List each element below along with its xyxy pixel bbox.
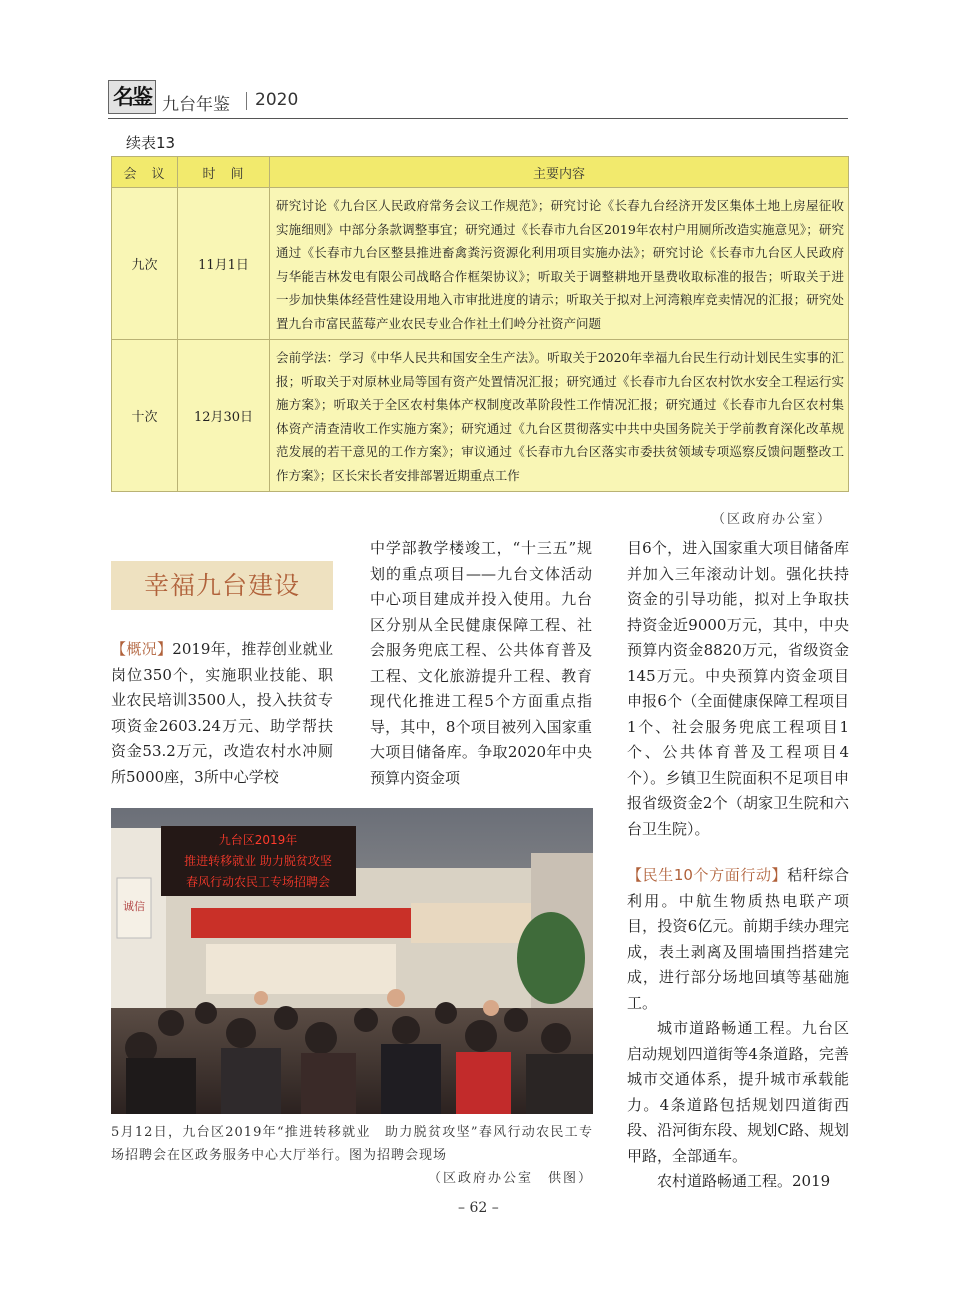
column-2 — [370, 536, 592, 791]
table-source: （区政府办公室） — [712, 512, 833, 527]
date-cell: 11月1日 — [178, 188, 270, 340]
column-3-paragraph: 目6个，进入国家重大项目储备库并加入三年滚动计划。强化扶持资金的引导功能，拟对上争取扶持资金近9000万元，其中，中央预算内资金8820万元，省级资金145万元。中央预算内资金项目申报6个（全面健康保障工程项目1个、社会服务兜底工程项目1个、公共体育普及工程项目4个）。乡镇卫生院面积不足项目申报省级资金2个（胡家卫生院和六台卫生院）。 — [627, 539, 849, 838]
meeting-cell: 九次 — [112, 188, 178, 340]
book-title: 九台年鉴 — [162, 95, 230, 115]
table-row — [112, 188, 849, 340]
content-cell: 会前学法：学习《中华人民共和国安全生产法》。听取关于2020年幸福九台民生行动计划民生实事的汇报；听取关于对原林业局等国有资产处置情况汇报；研究通过《长春市九台区农村饮水安全工程运行实施方案》；听取关于全区农村集体产权制度改革阶段性工作情况汇报；研究通过《长春市九台区农村集体资产清查清收工作实施方案》；研究通过《九台区贯彻落实中共中央国务院关于学前教育深化改革规范发展的若干意见的工作方案》；审议通过《长春市九台区落实市委扶贫领域专项巡察反馈问题整改工作方案》；区长宋长者安排部署近期重点工作 — [270, 340, 849, 492]
photo-credit: （区政府办公室 供图） — [427, 1171, 593, 1186]
date-cell: 12月30日 — [178, 340, 270, 492]
header-separator — [246, 92, 247, 110]
section-title: 幸福九台建设 — [143, 571, 300, 600]
section-heading — [111, 561, 333, 610]
banner-line-2: 推进转移就业 助力脱贫攻坚 — [184, 854, 332, 868]
header-meeting: 会 议 — [112, 157, 178, 188]
column-1 — [111, 637, 333, 790]
table-caption: 续表13 — [126, 134, 176, 152]
livelihood-tag: 【民生10个方面行动】 — [627, 866, 788, 884]
table-header-row — [112, 157, 849, 188]
overview-tag: 【概况】 — [111, 640, 173, 658]
yearbook-logo: 名鉴 — [108, 80, 156, 114]
table-row — [112, 340, 849, 492]
photo-caption — [111, 1121, 593, 1190]
header-content: 主要内容 — [270, 157, 849, 188]
banner-line-1: 九台区2019年 — [218, 833, 298, 847]
banner-line-3: 春风行动农民工专场招聘会 — [185, 875, 331, 889]
column-3 — [627, 536, 849, 1195]
column-3-paragraph: 城市道路畅通工程。九台区启动规划四道街等4条道路，完善城市交通体系，提升城市承载能力。4条道路包括规划四道街西段、沿河街东段、规划C路、规划甲路，全部通车。 — [627, 1019, 849, 1165]
meeting-cell: 十次 — [112, 340, 178, 492]
meeting-table — [111, 156, 849, 492]
header-rule — [108, 118, 848, 119]
overview-text: 2019年，推荐创业就业岗位350个，实施职业技能、职业农民培训3500人，投入扶贫专项资金2603.24万元、助学帮扶资金53.2万元，改造农村水冲厕所5000座，3所中心学校 — [111, 640, 333, 786]
side-sign: 诚信 — [123, 900, 145, 913]
header-date: 时 间 — [178, 157, 270, 188]
content-cell: 研究讨论《九台区人民政府常务会议工作规范》；研究讨论《长春九台经济开发区集体土地上房屋征收实施细则》中部分条款调整事宜；研究通过《长春市九台区2019年农村户用厕所改造实施意见》；研究通过《长春市九台区整县推进畜禽粪污资源化利用项目实施办法》；研究讨论《长春市九台区人民政府与华能吉林发电有限公司战略合作框架协议》；听取关于调整耕地开垦费收取标准的报告；听取关于进一步加快集体经营性建设用地入市审批进度的请示；听取关于拟对上河湾粮库竞卖情况的汇报；研究处置九台市富民蓝莓产业农民专业合作社土们岭分社资产问题 — [270, 188, 849, 340]
column-3-paragraph: 农村道路畅通工程。2019 — [657, 1172, 831, 1190]
book-year: 2020 — [255, 90, 299, 110]
livelihood-text: 秸秆综合利用。中航生物质热电联产项目，投资6亿元。前期手续办理完成，表土剥离及围墙围挡搭建完成，进行部分场地回填等基础施工。 — [627, 866, 849, 1012]
page-number: – 62 – — [458, 1200, 499, 1216]
job-fair-photo — [111, 808, 593, 1114]
column-2-text: 中学部教学楼竣工，“十三五”规划的重点项目——九台文体活动中心项目建成并投入使用。九台区分别从全民健康保障工程、社会服务兜底工程、公共体育普及工程、文化旅游提升工程、教育现代化推进工程5个方面重点指导，其中，8个项目被列入国家重大项目储备库。争取2020年中央预算内资金项 — [370, 539, 592, 787]
caption-text: 5月12日，九台区2019年“推进转移就业 助力脱贫攻坚”春风行动农民工专场招聘会在区政务服务中心大厅举行。图为招聘会现场 — [111, 1125, 593, 1163]
